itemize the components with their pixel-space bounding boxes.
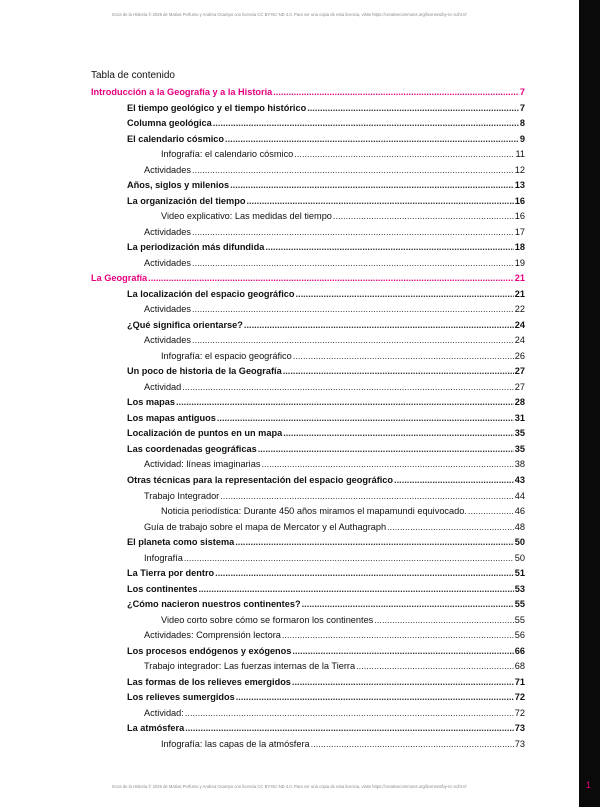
toc-leader-dots <box>184 553 514 563</box>
toc-entry-title: Introducción a la Geografía y a la Historia <box>91 87 273 97</box>
toc-leader-dots <box>176 397 514 407</box>
toc-entry-title: Los mapas <box>127 397 175 408</box>
toc-entry-title: Actividades <box>144 226 191 237</box>
toc-entry-title: Guía de trabajo sobre el mapa de Mercator y el Authagraph <box>144 521 387 532</box>
toc-entry-page: 21 <box>514 288 525 299</box>
toc-leader-dots <box>213 118 519 128</box>
toc-entry-title: La organización del tiempo <box>127 195 246 206</box>
toc-leader-dots <box>261 459 513 469</box>
toc-entry-title: Infografía: las capas de la atmósfera <box>161 738 310 749</box>
toc-entry-title: Los procesos endógenos y exógenos <box>127 645 292 656</box>
toc-entry-page: 27 <box>514 366 525 377</box>
toc-entry-title: Actividades: Comprensión lectora <box>144 630 281 641</box>
toc-entry-page: 18 <box>514 242 525 253</box>
toc-entry[interactable] <box>127 134 525 146</box>
toc-leader-dots <box>185 723 514 733</box>
toc-leader-dots <box>374 615 513 625</box>
toc-entry[interactable] <box>144 708 525 720</box>
toc-entry[interactable] <box>144 258 525 270</box>
toc-entry[interactable] <box>127 180 525 192</box>
toc-leader-dots <box>220 491 514 501</box>
toc-leader-dots <box>236 692 514 702</box>
toc-entry-title: Años, siglos y milenios <box>127 180 230 191</box>
toc-entry-page: 17 <box>514 226 525 237</box>
toc-entry-title: La atmósfera <box>127 723 185 734</box>
toc-entry[interactable] <box>127 537 525 549</box>
toc-entry-title: La periodización más difundida <box>127 242 265 253</box>
toc-leader-dots <box>215 568 514 578</box>
toc-leader-dots <box>192 165 514 175</box>
toc-entry[interactable] <box>144 335 525 347</box>
toc-entry-page: 48 <box>514 521 525 532</box>
toc-leader-dots <box>394 475 514 485</box>
toc-entry-title: Video corto sobre cómo se formaron los continentes <box>161 614 374 625</box>
toc-entry-title: Las coordenadas geográficas <box>127 443 257 454</box>
toc-entry-page: 44 <box>514 490 525 501</box>
toc-entry[interactable] <box>161 211 525 223</box>
toc-entry-page: 73 <box>514 738 525 749</box>
toc-title: Tabla de contenido <box>91 70 175 81</box>
toc-entry[interactable] <box>144 227 525 239</box>
toc-leader-dots <box>295 289 513 299</box>
toc-leader-dots <box>283 366 514 376</box>
toc-entry[interactable] <box>127 692 525 704</box>
toc-entry-title: Infografía: el calendario cósmico <box>161 149 294 160</box>
toc-entry-page: 16 <box>514 195 525 206</box>
toc-entry-page: 55 <box>514 614 525 625</box>
toc-entry[interactable] <box>144 522 525 534</box>
toc-entry[interactable] <box>144 491 525 503</box>
toc-leader-dots <box>468 506 514 516</box>
toc-entry-page: 27 <box>514 381 525 392</box>
page-edge <box>579 0 600 807</box>
toc-entry-title: Actividades <box>144 257 191 268</box>
toc-entry[interactable] <box>161 351 525 363</box>
toc-entry-page: 50 <box>514 552 525 563</box>
toc-entry[interactable] <box>161 149 525 161</box>
toc-entry[interactable] <box>144 459 525 471</box>
toc-leader-dots <box>192 304 514 314</box>
toc-entry-title: Video explicativo: Las medidas del tiempo <box>161 211 332 222</box>
toc-entry-title: Otras técnicas para la representación del espacio geográfico <box>127 475 394 485</box>
toc-entry-page: 53 <box>514 583 525 594</box>
toc-entry-title: ¿Qué significa orientarse? <box>127 319 243 330</box>
toc-leader-dots <box>148 273 514 283</box>
toc-entry-page: 19 <box>514 257 525 268</box>
toc-entry[interactable] <box>127 320 525 332</box>
toc-entry-title: Los relieves sumergidos <box>127 692 235 703</box>
toc-entry[interactable] <box>127 599 525 611</box>
toc-entry-title: La localización del espacio geográfico <box>127 288 295 299</box>
toc-entry-title: La Tierra por dentro <box>127 568 215 579</box>
toc-leader-dots <box>225 134 519 144</box>
toc-leader-dots <box>192 258 514 268</box>
toc-entry[interactable] <box>144 630 525 642</box>
toc-entry[interactable] <box>91 273 525 285</box>
toc-entry-title: Un poco de historia de la Geografía <box>127 366 282 377</box>
toc-entry-page: 55 <box>514 599 525 610</box>
toc-entry-title: Los mapas antiguos <box>127 412 216 423</box>
toc-entry-page: 28 <box>514 397 525 408</box>
toc-entry-page: 72 <box>514 692 525 703</box>
toc-entry[interactable] <box>127 444 525 456</box>
toc-entry[interactable] <box>161 506 525 518</box>
toc-leader-dots <box>356 661 514 671</box>
toc-entry-title: Actividad <box>144 381 182 392</box>
toc-leader-dots <box>311 739 514 749</box>
toc-entry-page: 8 <box>519 118 525 129</box>
toc-leader-dots <box>333 211 514 221</box>
toc-entry-title: El planeta como sistema <box>127 537 235 548</box>
toc-leader-dots <box>192 335 514 345</box>
toc-entry-title: Actividades <box>144 164 191 175</box>
toc-entry-title: ¿Cómo nacieron nuestros continentes? <box>127 599 301 610</box>
license-header: Ecos de la Historia © 2026 de Matías Perfumo y Andrea Ocampo con licencia CC BY-NC-ND 4.0. Para ver una copia de esta licencia, visite https://creativecommons.org/licenses/by-nc-nd/4.0/ <box>112 12 467 17</box>
toc-leader-dots <box>293 351 514 361</box>
toc-entry[interactable] <box>127 289 525 301</box>
toc-entry[interactable] <box>127 568 525 580</box>
toc-entry-page: 7 <box>519 87 525 97</box>
toc-entry-title: Actividad: <box>144 707 184 718</box>
toc-entry-page: 68 <box>514 661 525 672</box>
page-number[interactable]: 1 <box>586 780 592 790</box>
toc-leader-dots <box>182 382 513 392</box>
toc-entry[interactable] <box>127 196 525 208</box>
toc-leader-dots <box>192 227 514 237</box>
toc-entry[interactable] <box>91 87 525 99</box>
toc-entry-title: Trabajo Integrador <box>144 490 220 501</box>
toc-entry[interactable] <box>127 413 525 425</box>
toc-leader-dots <box>283 428 514 438</box>
toc-entry-page: 31 <box>514 412 525 423</box>
toc-entry-page: 22 <box>514 304 525 315</box>
toc-entry-title: Localización de puntos en un mapa <box>127 428 283 439</box>
toc-entry[interactable] <box>127 397 525 409</box>
toc-entry-page: 9 <box>519 133 525 144</box>
toc-entry-page: 50 <box>514 537 525 548</box>
toc-entry[interactable] <box>144 553 525 565</box>
toc-entry[interactable] <box>127 584 525 596</box>
toc-entry-page: 73 <box>514 723 525 734</box>
toc-leader-dots <box>235 537 514 547</box>
toc-entry-title: Actividad: líneas imaginarias <box>144 459 261 470</box>
toc-entry-page: 38 <box>514 459 525 470</box>
toc-entry[interactable] <box>144 165 525 177</box>
toc-entry[interactable] <box>127 723 525 735</box>
toc-entry-title: Infografía <box>144 552 183 563</box>
toc-entry-page: 13 <box>514 180 525 191</box>
toc-entry[interactable] <box>144 661 525 673</box>
toc-entry[interactable] <box>161 739 525 751</box>
toc-leader-dots <box>273 87 519 97</box>
toc-entry-title: Noticia periodística: Durante 450 años miramos el mapamundi equivocado. <box>161 506 467 517</box>
toc-entry[interactable] <box>161 615 525 627</box>
toc-leader-dots <box>292 646 513 656</box>
toc-entry-page: 35 <box>514 443 525 454</box>
toc-entry-page: 26 <box>514 350 525 361</box>
toc-entry[interactable] <box>127 646 525 658</box>
toc-entry[interactable] <box>127 103 525 115</box>
toc-entry-title: El tiempo geológico y el tiempo histórico <box>127 102 307 113</box>
toc-entry-page: 11 <box>515 149 525 160</box>
toc-leader-dots <box>246 196 513 206</box>
toc-entry-page: 24 <box>514 319 525 330</box>
toc-leader-dots <box>387 522 514 532</box>
toc-entry-title: Los continentes <box>127 583 198 594</box>
toc-leader-dots <box>198 584 513 594</box>
toc-entry[interactable] <box>127 677 525 689</box>
toc-leader-dots <box>244 320 514 330</box>
toc-entry[interactable] <box>127 475 525 487</box>
toc-entry-page: 72 <box>514 707 525 718</box>
toc-entry-page: 71 <box>514 676 525 687</box>
toc-entry[interactable] <box>144 382 525 394</box>
toc-leader-dots <box>217 413 514 423</box>
toc-entry-title: Actividades <box>144 335 191 346</box>
toc-entry-title: El calendario cósmico <box>127 133 225 144</box>
toc-entry-title: La Geografía <box>91 273 148 284</box>
toc-leader-dots <box>294 149 514 159</box>
toc-entry-title: Actividades <box>144 304 191 315</box>
toc-leader-dots <box>302 599 514 609</box>
toc-entry-page: 43 <box>514 475 525 485</box>
toc-entry[interactable] <box>127 242 525 254</box>
toc-entry-page: 35 <box>514 428 525 439</box>
toc-entry-page: 24 <box>514 335 525 346</box>
toc-entry[interactable] <box>127 118 525 130</box>
toc-entry[interactable] <box>144 304 525 316</box>
toc-entry-title: Las formas de los relieves emergidos <box>127 676 291 687</box>
toc-entry-page: 56 <box>514 630 525 641</box>
toc-entry-page: 7 <box>519 102 525 113</box>
toc-entry-page: 21 <box>514 273 525 284</box>
toc-entry-page: 51 <box>514 568 525 579</box>
toc-entry-page: 66 <box>514 645 525 656</box>
toc-entry-page: 16 <box>514 211 525 222</box>
toc-entry-title: Trabajo integrador: Las fuerzas internas de la Tierra <box>144 661 356 672</box>
toc-entry[interactable] <box>127 428 525 440</box>
toc-entry-title: Infografía: el espacio geográfico <box>161 350 292 361</box>
toc-leader-dots <box>307 103 519 113</box>
toc-entry[interactable] <box>127 366 525 378</box>
toc-entry-page: 46 <box>514 506 525 517</box>
license-footer: Ecos de la Historia © 2026 de Matías Perfumo y Andrea Ocampo con licencia CC BY-NC-ND 4.0. Para ver una copia de esta licencia, visite https://creativecommons.org/licenses/by-nc-nd/4.0/ <box>112 784 467 789</box>
toc-leader-dots <box>258 444 514 454</box>
toc-leader-dots <box>265 242 513 252</box>
toc-leader-dots <box>282 630 514 640</box>
toc-leader-dots <box>185 708 514 718</box>
toc-entry-page: 12 <box>514 164 525 175</box>
toc-entry-title: Columna geológica <box>127 118 212 129</box>
toc-leader-dots <box>292 677 514 687</box>
toc-leader-dots <box>230 180 514 190</box>
